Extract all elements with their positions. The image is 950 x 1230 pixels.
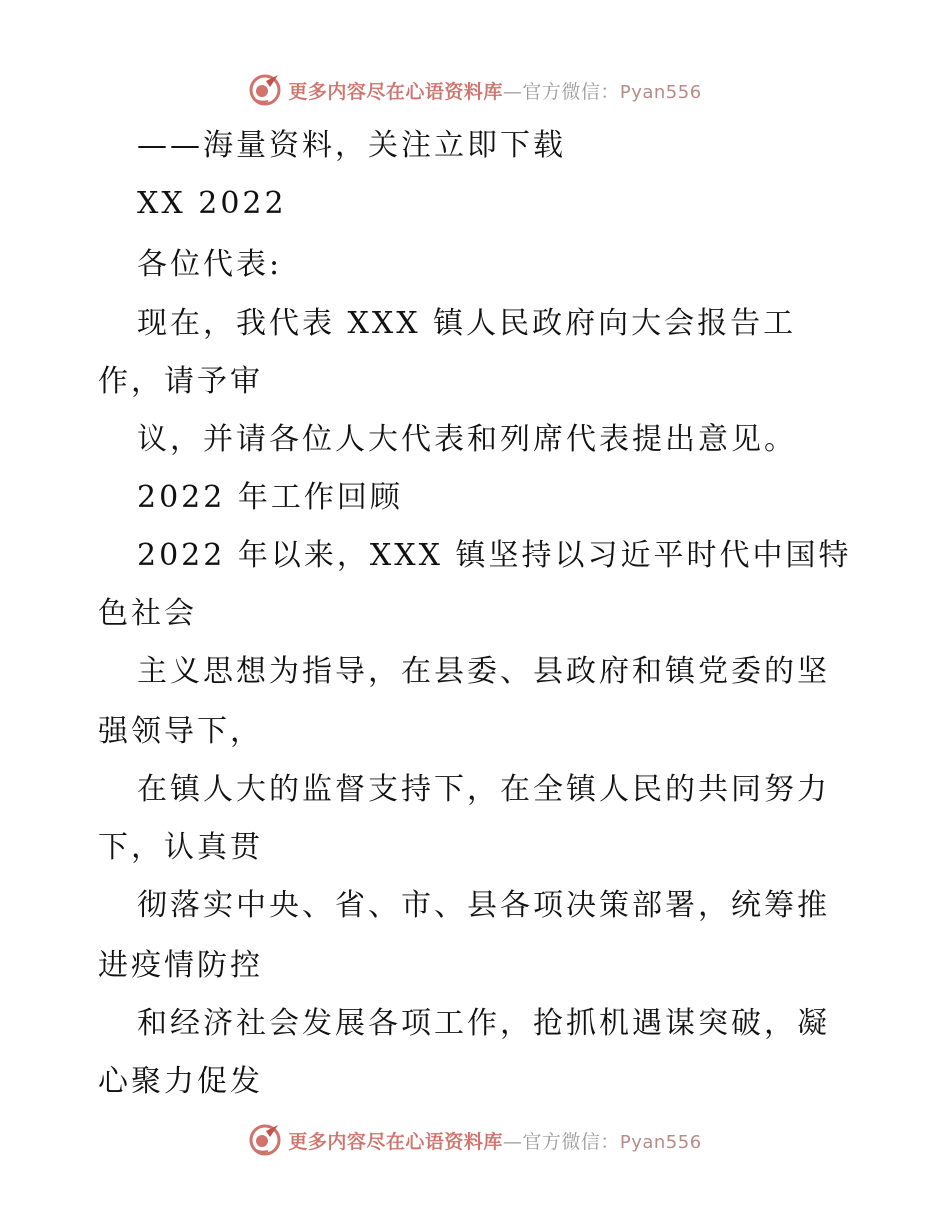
footer-banner	[0, 1120, 950, 1160]
text-line: 色社会	[98, 596, 197, 631]
banner-separator: —	[502, 80, 523, 103]
text-line: 下，认真贯	[98, 830, 263, 865]
text-line: 各位代表:	[137, 247, 283, 282]
text-line: 作，请予审	[98, 364, 263, 399]
banner-prefix: 更多内容尽在心语资料库	[288, 1130, 503, 1153]
text-line: 议，并请各位人大代表和列席代表提出意见。	[137, 422, 797, 457]
text-line: 彻落实中央、省、市、县各项决策部署，统筹推	[137, 888, 830, 923]
text-line: 进疫情防控	[98, 948, 263, 983]
text-line: 在镇人大的监督支持下，在全镇人民的共同努力	[137, 772, 830, 807]
banner-wechat-id: Pyan556	[619, 1131, 702, 1153]
text-line: 强领导下，	[98, 714, 263, 749]
text-line: 2022 年以来，XXX 镇坚持以习近平时代中国特	[137, 538, 852, 573]
text-line: 和经济社会发展各项工作，抢抓机遇谋突破，凝	[137, 1006, 830, 1041]
text-line: ——海量资料，关注立即下载	[137, 128, 566, 163]
text-line: XX 2022	[137, 186, 287, 221]
text-line: 现在，我代表 XXX 镇人民政府向大会报告工	[137, 306, 797, 341]
banner-separator: —	[502, 1130, 523, 1153]
brand-logo-icon	[248, 1123, 282, 1157]
text-line: 主义思想为指导，在县委、县政府和镇党委的坚	[137, 654, 830, 689]
banner-wechat-id: Pyan556	[619, 81, 702, 103]
banner-wechat-label: 官方微信：	[522, 80, 620, 103]
banner-text	[288, 1127, 701, 1154]
banner-wechat-label: 官方微信：	[522, 1130, 620, 1153]
text-line: 2022 年工作回顾	[137, 480, 403, 515]
banner-prefix: 更多内容尽在心语资料库	[288, 80, 503, 103]
text-line: 心聚力促发	[98, 1064, 263, 1099]
